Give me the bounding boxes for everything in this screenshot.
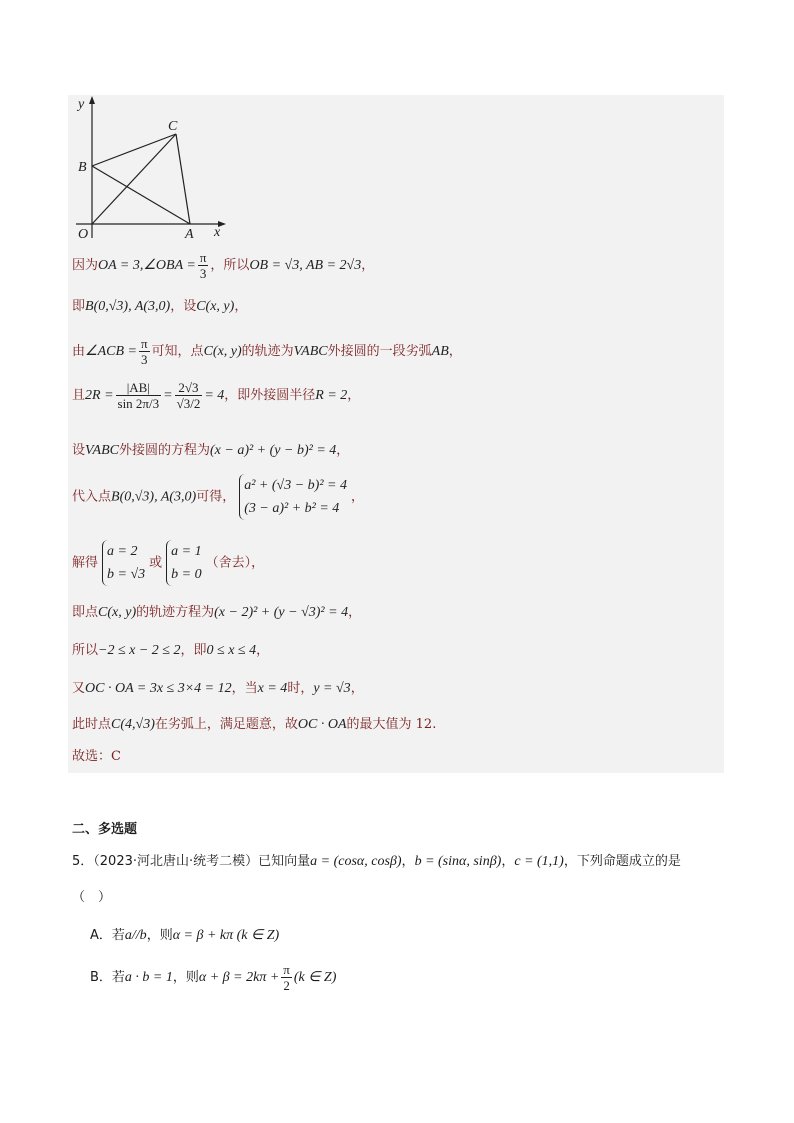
math: C(x, y) xyxy=(98,605,137,620)
text: 的轨迹为 xyxy=(241,344,294,359)
segment-BC xyxy=(92,134,176,166)
fraction xyxy=(198,250,209,281)
text: 可得， xyxy=(196,489,236,505)
text: 在劣弧上，满足题意，故 xyxy=(154,717,298,732)
denominator: sin 2π/3 xyxy=(117,396,160,411)
math: −2 ≤ x − 2 ≤ 2 xyxy=(98,643,181,658)
option-b[interactable] xyxy=(90,962,336,993)
equation: a² + (√3 − b)² = 4 xyxy=(244,478,347,493)
label-B: B xyxy=(78,160,87,175)
math: OB = √3, AB = 2√3 xyxy=(249,258,362,273)
solution-line-1 xyxy=(72,250,374,281)
question-stem xyxy=(72,850,681,870)
equation: b = √3 xyxy=(107,567,146,582)
text: ， xyxy=(501,854,515,869)
numerator: π xyxy=(199,250,207,265)
text: 的最大值为 12. xyxy=(346,717,437,732)
fraction xyxy=(116,380,162,411)
label-O: O xyxy=(78,227,89,240)
math: VABC xyxy=(293,344,328,359)
text: ， xyxy=(234,299,248,314)
math: OC · OA = 3x ≤ 3×4 = 12 xyxy=(85,681,232,696)
solution-system-2 xyxy=(166,540,201,586)
equation: (3 − a)² + b² = 4 xyxy=(244,501,340,516)
text: 外接圆的方程为 xyxy=(118,443,210,458)
math: R = 2 xyxy=(315,388,348,403)
numerator: 2√3 xyxy=(175,380,203,396)
text: ，则 xyxy=(172,970,199,985)
solution-answer: 故选：C xyxy=(72,749,121,764)
text: 时， xyxy=(287,681,314,696)
fraction xyxy=(139,336,150,367)
text: ， xyxy=(350,489,364,505)
solution-line-4 xyxy=(72,380,360,411)
text: ，下列命题成立的是 xyxy=(563,854,681,869)
math: C(x, y) xyxy=(196,299,235,314)
text: ，所以 xyxy=(210,258,250,273)
text: 5．（2023·河北唐山·统考二模）已知向量 xyxy=(72,854,311,869)
math: OA = 3,∠OBA = xyxy=(98,258,196,273)
option-label: A．若 xyxy=(90,928,125,943)
math: OC · OA xyxy=(297,717,347,732)
solution-line-10 xyxy=(72,680,364,698)
solution-line-2 xyxy=(72,298,247,316)
math: C(4,√3) xyxy=(111,717,155,732)
numerator: |AB| xyxy=(116,380,162,396)
solution-line-3 xyxy=(72,336,462,367)
text: 所以 xyxy=(72,643,99,658)
solution-line-8 xyxy=(72,604,361,622)
solution-line-7 xyxy=(72,540,264,586)
text: ，设 xyxy=(170,299,197,314)
text: ， xyxy=(256,643,270,658)
text: ， xyxy=(361,258,375,273)
vector-a: a = (cosα, cosβ) xyxy=(310,854,402,869)
text: ，即 xyxy=(180,643,207,658)
math: B(0,√3), A(3,0) xyxy=(111,489,197,505)
label-y: y xyxy=(78,97,85,112)
segment-AC xyxy=(176,134,190,224)
math: a · b = 1 xyxy=(124,970,173,985)
label-x: x xyxy=(214,225,221,240)
text: ， xyxy=(348,605,362,620)
math: 0 ≤ x ≤ 4 xyxy=(206,643,257,658)
text: 外接圆的一段劣弧 xyxy=(327,344,432,359)
answer-paren: （ ） xyxy=(72,890,112,905)
text: ， xyxy=(350,681,364,696)
text: ， xyxy=(401,854,415,869)
triangle-figure xyxy=(72,96,228,240)
y-axis-arrow xyxy=(89,96,95,104)
text: ， xyxy=(448,344,462,359)
math: VABC xyxy=(85,443,119,458)
text: 且 xyxy=(72,388,86,403)
denominator: 3 xyxy=(199,266,207,281)
denominator: 2 xyxy=(283,978,290,993)
text: 由 xyxy=(72,344,86,359)
label-C: C xyxy=(168,119,178,134)
text: 或 xyxy=(149,555,163,571)
math: x = 4 xyxy=(257,681,288,696)
section-heading: 二、多选题 xyxy=(72,822,138,837)
fraction xyxy=(175,380,203,411)
equation: a = 1 xyxy=(171,544,202,559)
math: ∠ACB = xyxy=(85,344,137,359)
vector-c: c = (1,1) xyxy=(514,854,564,869)
text: （舍去）， xyxy=(205,555,265,571)
equation: a = 2 xyxy=(107,544,138,559)
label-A: A xyxy=(185,227,194,240)
option-label: B．若 xyxy=(90,970,125,985)
text: 此时点 xyxy=(72,717,112,732)
solution-line-11 xyxy=(72,716,436,734)
numerator: π xyxy=(140,336,148,351)
text: ，则 xyxy=(146,928,173,943)
math: a//b xyxy=(124,928,147,943)
math: C(x, y) xyxy=(203,344,242,359)
text: 可知，点 xyxy=(151,344,204,359)
solution-line-6 xyxy=(72,474,364,520)
math: = xyxy=(163,388,173,403)
equation-system xyxy=(239,474,347,520)
text: 即 xyxy=(72,299,86,314)
text: 解得 xyxy=(72,555,99,571)
math: = 4 xyxy=(204,388,225,403)
text: 设 xyxy=(72,443,86,458)
denominator: √3/2 xyxy=(176,396,201,411)
option-a[interactable] xyxy=(90,924,279,944)
text: ，当 xyxy=(231,681,258,696)
math: α + β = 2kπ + xyxy=(198,970,280,985)
math: (k ∈ Z) xyxy=(293,970,337,985)
text: 因为 xyxy=(72,258,99,273)
math: α = β + kπ (k ∈ Z) xyxy=(172,928,280,943)
math: (x − a)² + (y − b)² = 4 xyxy=(210,443,337,458)
text: 的轨迹方程为 xyxy=(136,605,215,620)
arc-math: AB xyxy=(431,344,449,359)
math: B(0,√3), A(3,0) xyxy=(85,299,171,314)
text: 又 xyxy=(72,681,86,696)
solution-line-9 xyxy=(72,642,269,660)
vector-b: b = (sinα, sinβ) xyxy=(414,854,502,869)
solution-system-1 xyxy=(102,540,145,586)
math: (x − 2)² + (y − √3)² = 4 xyxy=(214,605,349,620)
text: ， xyxy=(336,443,350,458)
math: y = √3 xyxy=(313,681,351,696)
numerator: π xyxy=(283,962,290,977)
segment-OC xyxy=(92,134,176,224)
math: 2R = xyxy=(85,388,114,403)
text: ， xyxy=(347,388,361,403)
solution-line-5 xyxy=(72,442,349,460)
text: ，即外接圆半径 xyxy=(224,388,316,403)
denominator: 3 xyxy=(141,352,148,367)
text: 代入点 xyxy=(72,489,112,505)
fraction xyxy=(281,962,292,993)
segment-AB xyxy=(92,166,190,224)
text: 即点 xyxy=(72,605,99,620)
equation: b = 0 xyxy=(171,567,202,582)
